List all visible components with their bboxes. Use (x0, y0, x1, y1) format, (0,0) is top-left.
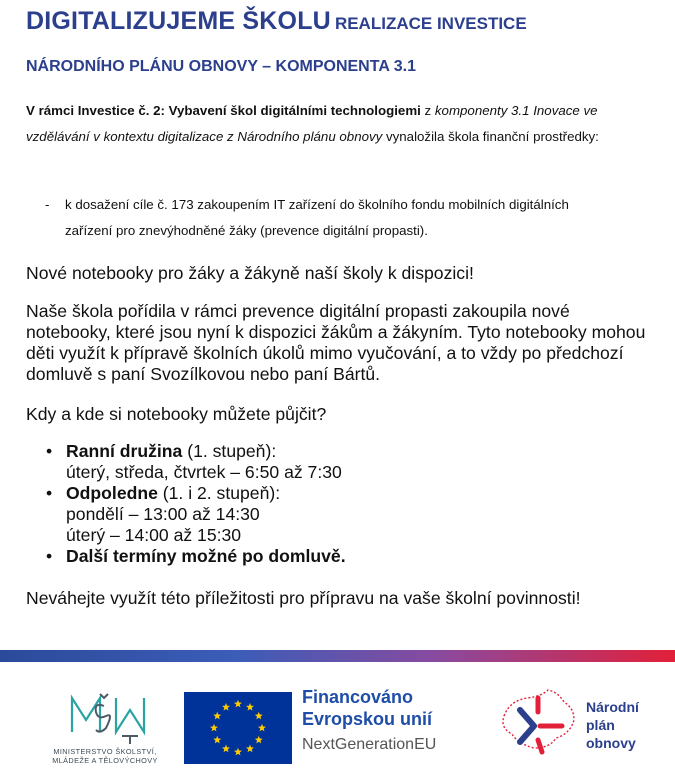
eu-star-icon (222, 745, 230, 753)
intro-paragraph (26, 98, 626, 150)
npo-line1: Národní (586, 699, 639, 715)
intro-text-2: vynaložila škola finanční prostředky: (382, 129, 599, 144)
schedule-item-afternoon (26, 483, 646, 546)
body-paragraph: Naše škola pořídila v rámci prevence digitální propasti zakoupila nové notebooky, které jsou nyní k dispozici žákům a žákyním. Tyto notebooky mohou děti využít k přípravě školních úkolů mimo vyučování, a to vždy po předchozí domluvě s paní Svozílkovou nebo paní Bártů. (26, 301, 646, 384)
dash-mark: - (45, 197, 50, 212)
schedule-item-title: Ranní družina (66, 441, 183, 461)
eu-star-icon (210, 724, 218, 732)
eu-star-icon (234, 700, 242, 708)
schedule-time: úterý – 14:00 až 15:30 (66, 525, 242, 545)
msmt-logo (30, 692, 180, 770)
msmt-name-line2: MLÁDEŽE A TĚLOVÝCHOVY (52, 756, 158, 765)
closing-sentence: Neváhejte využít této příležitosti pro přípravu na vaše školní povinnosti! (26, 588, 581, 608)
schedule-item-title: Odpoledne (66, 483, 158, 503)
dash-item-text: k dosažení cíle č. 173 zakoupením IT zařízení do školního fondu mobilních digitálních zařízení pro znevýhodněné žáky (prevence digitální propasti). (65, 197, 569, 238)
msmt-name-line1: MINISTERSTVO ŠKOLSTVÍ, (53, 747, 157, 756)
bullet: • (46, 483, 53, 503)
schedule-item-detail: (1. i 2. stupeň): (157, 483, 281, 503)
eu-star-icon (255, 712, 263, 720)
eu-star-icon (258, 724, 266, 732)
bullet: • (46, 546, 53, 566)
page-subtitle: NÁRODNÍHO PLÁNU OBNOVY – KOMPONENTA 3.1 (26, 58, 416, 75)
npo-line2: plán (586, 717, 615, 733)
npo-symbol-icon (496, 686, 584, 766)
eu-star-icon (222, 703, 230, 711)
eu-line3: NextGenerationEU (302, 736, 437, 753)
schedule-item-other (26, 546, 646, 567)
page-title (26, 7, 527, 36)
color-stripe (0, 650, 675, 662)
eu-star-icon (213, 712, 221, 720)
npo-label (586, 698, 639, 752)
eu-star-icon (255, 736, 263, 744)
bullet: • (46, 441, 53, 461)
eu-star-icon (246, 703, 254, 711)
title-secondary: REALIZACE INVESTICE (334, 14, 527, 33)
eu-flag-icon (184, 692, 292, 764)
eu-star-icon (213, 736, 221, 744)
npo-line3: obnovy (586, 735, 636, 751)
schedule-list (26, 441, 646, 567)
intro-italic: komponenty 3.1 Inovace ve vzdělávání v kontextu digitalizace z Národního plánu obnovy (26, 103, 598, 144)
schedule-time: úterý, středa, čtvrtek – 6:50 až 7:30 (66, 462, 342, 482)
eu-line2: Evropskou unií (302, 709, 433, 729)
question-heading: Kdy a kde si notebooky můžete půjčit? (26, 404, 327, 424)
title-main: DIGITALIZUJEME ŠKOLU (26, 7, 331, 35)
footer-logos (0, 680, 675, 774)
npo-logo (496, 686, 656, 766)
eu-line1: Financováno (302, 687, 414, 707)
schedule-item-morning (26, 441, 646, 483)
schedule-item-title: Další termíny možné po domluvě. (66, 546, 346, 566)
headline: Nové notebooky pro žáky a žákyně naší školy k dispozici! (26, 263, 474, 283)
schedule-time: pondělí – 13:00 až 14:30 (66, 504, 260, 524)
msmt-monogram-icon (66, 692, 146, 744)
intro-text-1: z (420, 103, 435, 118)
intro-bold: V rámci Investice č. 2: Vybavení škol digitálními technologiemi (26, 103, 421, 118)
eu-funding-label (302, 686, 436, 757)
schedule-item-detail: (1. stupeň): (182, 441, 277, 461)
eu-star-icon (246, 745, 254, 753)
eu-star-icon (234, 748, 242, 756)
